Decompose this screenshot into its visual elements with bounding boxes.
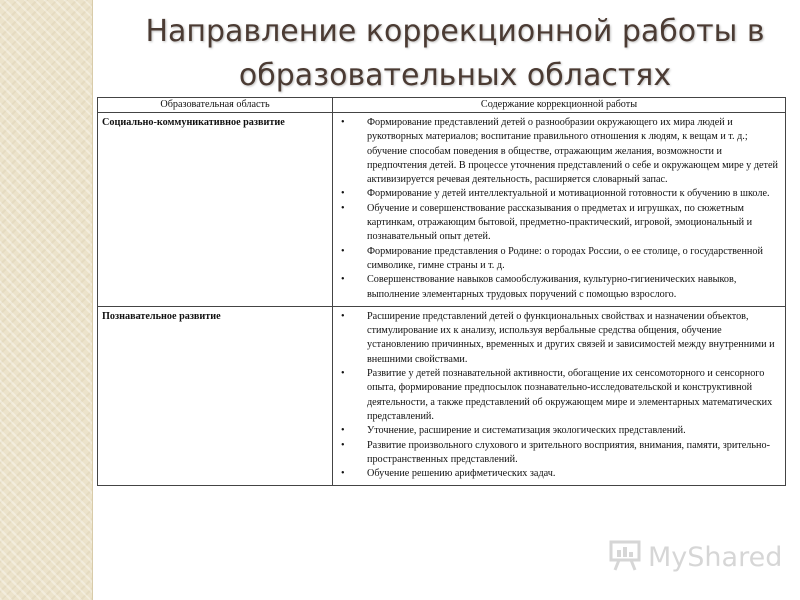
list-item: • Совершенствование навыков самообслуживания, культурно-гигиенических навыков, выполнение элементарных трудовых поручений с помощью взрослого. xyxy=(341,274,737,300)
correction-work-table xyxy=(97,97,786,486)
bullet-icon: • xyxy=(341,439,345,451)
slide-side-decoration xyxy=(0,0,92,600)
bullet-icon: • xyxy=(341,468,345,480)
content-cell xyxy=(333,113,786,307)
header-content: Содержание коррекционной работы xyxy=(333,98,786,113)
bullet-icon: • xyxy=(341,188,345,200)
bullet-icon: • xyxy=(341,425,345,437)
list-item: • Развитие у детей познавательной активности, обогащение их сенсомоторного и сенсорного опыта, формирование предпосылок познавательно-исследовательской и конструктивной деятельности, а также представлений об окружающем мире и элементарных математических представлений. xyxy=(341,368,773,422)
table-header-row xyxy=(98,98,786,113)
area-cell: Социально-коммуникативное развитие xyxy=(98,113,333,307)
list-item: • Формирование у детей интеллектуальной и мотивационной готовности к обучению в школе. xyxy=(337,187,781,201)
list-item: • Обучение и совершенствование рассказывания о предметах и игрушках, по сюжетным картинкам, отражающим бытовой, предметно-практический, игровой, эмоциональный и познавательный опыт детей. xyxy=(341,202,753,243)
watermark-text: MyShared xyxy=(648,541,783,573)
bullet-icon: • xyxy=(341,310,345,322)
slide-title-line-2: образовательных областях xyxy=(238,58,672,93)
header-area: Образовательная область xyxy=(98,98,333,113)
table-row xyxy=(98,306,786,486)
bullet-icon: • xyxy=(341,117,345,128)
watermark xyxy=(608,537,783,577)
list-item: • Уточнение, расширение и систематизация экологических представлений. xyxy=(337,424,781,438)
content-list xyxy=(333,113,785,306)
table-row xyxy=(98,113,786,307)
presentation-board-icon xyxy=(608,538,642,577)
area-cell: Познавательное развитие xyxy=(98,306,333,486)
bullet-icon: • xyxy=(341,202,345,214)
list-item: • Формирование представлений детей о разнообразии окружающего их мира людей и рукотворных материалов; воспитание правильного отношения к людям, к вещам и т. д.; обучение способам поведения в обществе, отражающим желания, возможности и предпочтения детей. В процессе уточнения представлений о себе и окружающем мире у детей активизируется речевая деятельность, расширяется словарный запас. xyxy=(341,117,778,186)
bullet-icon: • xyxy=(341,245,345,257)
list-item: • Формирование представления о Родине: о городах России, о ее столице, о государственной символике, гимне страны и т. д. xyxy=(341,245,763,271)
side-divider xyxy=(92,0,93,600)
list-item: • Обучение решению арифметических задач. xyxy=(337,467,781,481)
bullet-icon: • xyxy=(341,368,345,380)
bullet-icon: • xyxy=(341,274,345,286)
list-item: • Развитие произвольного слухового и зрительного восприятия, внимания, памяти, зрительно-пространственных представлений. xyxy=(341,439,770,465)
content-cell xyxy=(333,306,786,486)
slide-title xyxy=(110,10,800,98)
slide-title-line-1: Направление коррекционной работы в xyxy=(145,14,765,49)
content-list xyxy=(333,307,785,486)
list-item: • Расширение представлений детей о функциональных свойствах и назначении объектов, стимулирование их к анализу, используя вербальные средства общения, обучение установлению причинных, временных и других связей и зависимостей между внутренними и внешними свойствами. xyxy=(341,310,775,365)
